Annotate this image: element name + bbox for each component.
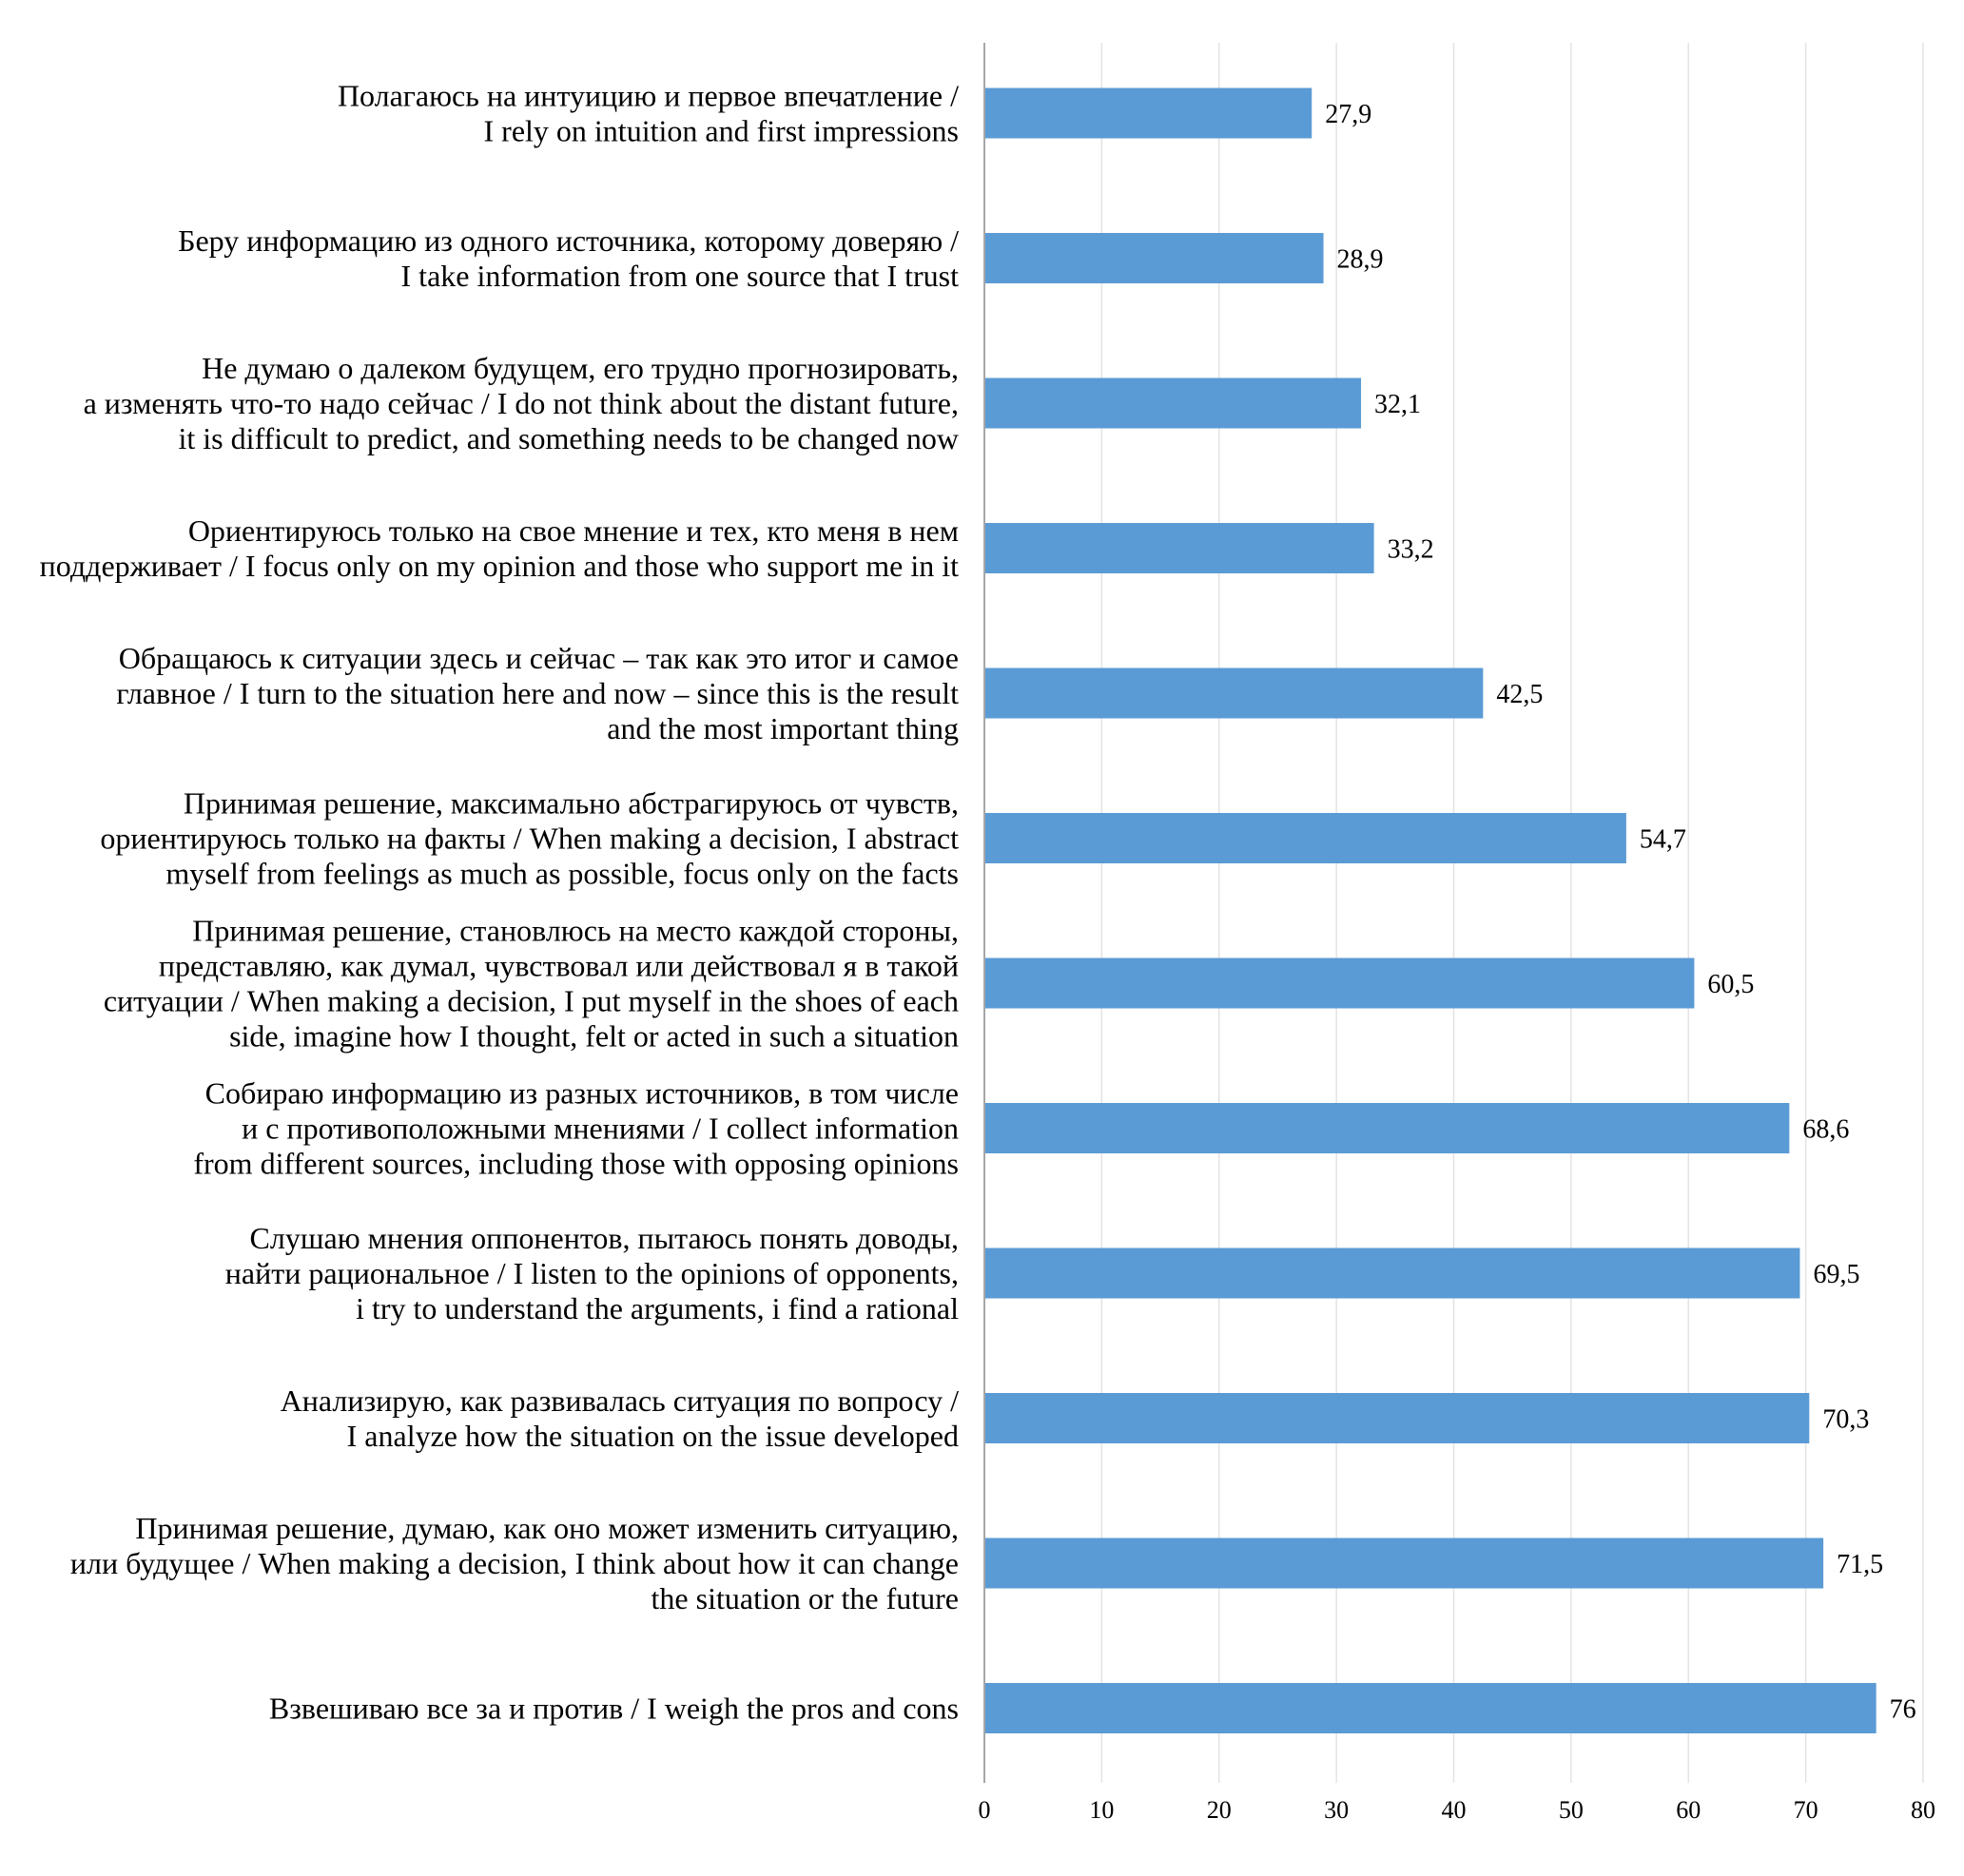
- category-label-line: Не думаю о далеком будущем, его трудно прогнозировать,: [202, 351, 959, 385]
- bar: [984, 1683, 1876, 1733]
- category-label-line: ориентируюсь только на факты / When making a decision, I abstract: [100, 821, 959, 856]
- category-label: [116, 641, 959, 745]
- data-label: 42,5: [1496, 680, 1544, 709]
- gridlines: [1101, 43, 1923, 1783]
- category-label-line: ситуации / When making a decision, I put myself in the shoes of each: [103, 983, 959, 1018]
- x-tick-label: 80: [1911, 1796, 1935, 1824]
- category-label-line: Принимая решение, максимально абстрагируюсь от чувств,: [183, 785, 959, 821]
- category-label: [40, 513, 959, 583]
- category-label-line: а изменять что-то надо сейчас / I do not think about the distant future,: [83, 386, 959, 420]
- x-tick-label: 40: [1441, 1796, 1467, 1824]
- category-label: [84, 351, 959, 455]
- x-axis-tick-labels: [979, 1796, 1936, 1824]
- data-label: 32,1: [1374, 390, 1422, 419]
- category-label: [104, 914, 959, 1054]
- category-label-line: или будущее / When making a decision, I think about how it can change: [69, 1546, 959, 1580]
- x-tick-label: 70: [1793, 1796, 1818, 1824]
- category-label-line: главное / I turn to the situation here and now – since this is the result: [116, 676, 959, 710]
- category-label: [178, 223, 959, 293]
- data-label: 70,3: [1822, 1404, 1870, 1435]
- category-label: [225, 1221, 959, 1325]
- category-label-line: the situation or the future: [651, 1581, 959, 1615]
- category-label-line: Взвешиваю все за и против / I weigh the pros and cons: [268, 1691, 959, 1726]
- category-label-line: i try to understand the arguments, i find a rational: [356, 1291, 959, 1325]
- category-label-line: Собираю информацию из разных источников, в том числе: [204, 1075, 959, 1111]
- bar: [984, 1393, 1809, 1443]
- bar: [984, 1248, 1799, 1299]
- category-label-line: Анализирую, как развивалась ситуация по вопросу /: [280, 1383, 959, 1418]
- category-label: [338, 79, 959, 148]
- x-tick-label: 0: [978, 1796, 991, 1824]
- category-label: [100, 786, 959, 891]
- data-label: 68,6: [1802, 1114, 1850, 1145]
- data-label: 27,9: [1325, 100, 1372, 129]
- bar: [984, 1538, 1823, 1589]
- category-label-line: and the most important thing: [607, 711, 959, 745]
- x-tick-label: 60: [1676, 1796, 1701, 1824]
- bar: [984, 958, 1694, 1009]
- value-labels: [1325, 100, 1915, 1725]
- x-tick-label: 20: [1206, 1796, 1232, 1824]
- bar: [984, 88, 1312, 139]
- category-label-line: и с противоположными мнениями / I collect information: [242, 1111, 959, 1146]
- category-label: [281, 1383, 959, 1453]
- bars: [984, 88, 1876, 1734]
- category-label-line: I analyze how the situation on the issue developed: [346, 1419, 959, 1453]
- category-label-line: Обращаюсь к ситуации здесь и сейчас – так как это итог и самое: [118, 641, 959, 675]
- category-label-line: представляю, как думал, чувствовал или действовал я в такой: [158, 948, 959, 983]
- bar: [984, 813, 1626, 863]
- data-label: 33,2: [1387, 534, 1434, 565]
- category-label-line: поддерживает / I focus only on my opinion and those who support me in it: [39, 549, 959, 583]
- data-label: 76: [1889, 1694, 1916, 1725]
- category-label-line: Принимая решение, думаю, как оно может изменить ситуацию,: [135, 1511, 959, 1545]
- category-label: [193, 1076, 959, 1181]
- category-label-line: Полагаюсь на интуицию и первое впечатление /: [337, 78, 959, 113]
- category-label-line: найти рациональное / I listen to the opinions of opponents,: [224, 1256, 959, 1290]
- category-label-line: it is difficult to predict, and something needs to be changed now: [178, 421, 959, 455]
- category-label-line: Беру информацию из одного источника, которому доверяю /: [178, 223, 959, 258]
- category-labels: [40, 79, 959, 1726]
- category-label-line: Ориентируюсь только на свое мнение и тех, кто меня в нем: [187, 513, 959, 548]
- category-label: [269, 1692, 959, 1726]
- category-label-line: myself from feelings as much as possible, focus only on the facts: [165, 856, 959, 891]
- data-label: 54,7: [1639, 824, 1686, 855]
- category-label-line: from different sources, including those with opposing opinions: [193, 1146, 959, 1181]
- data-label: 28,9: [1336, 244, 1384, 275]
- x-tick-label: 10: [1089, 1796, 1115, 1824]
- category-label-line: side, imagine how I thought, felt or acted in such a situation: [229, 1018, 959, 1054]
- category-label-line: Принимая решение, становлюсь на место каждой стороны,: [192, 913, 959, 948]
- category-label-line: I rely on intuition and first impressions: [483, 113, 959, 148]
- x-tick-label: 50: [1558, 1796, 1584, 1824]
- bar: [984, 378, 1361, 429]
- data-label: 69,5: [1813, 1260, 1860, 1289]
- data-label: 71,5: [1837, 1550, 1884, 1579]
- category-label-line: Слушаю мнения оппонентов, пытаюсь понять доводы,: [249, 1221, 959, 1255]
- bar: [984, 668, 1483, 719]
- bar: [984, 233, 1324, 283]
- x-tick-label: 30: [1324, 1796, 1350, 1824]
- data-label: 60,5: [1707, 970, 1755, 999]
- category-label-line: I take information from one source that I trust: [400, 259, 959, 293]
- category-label: [70, 1511, 959, 1615]
- bar: [984, 523, 1374, 573]
- bar: [984, 1103, 1789, 1153]
